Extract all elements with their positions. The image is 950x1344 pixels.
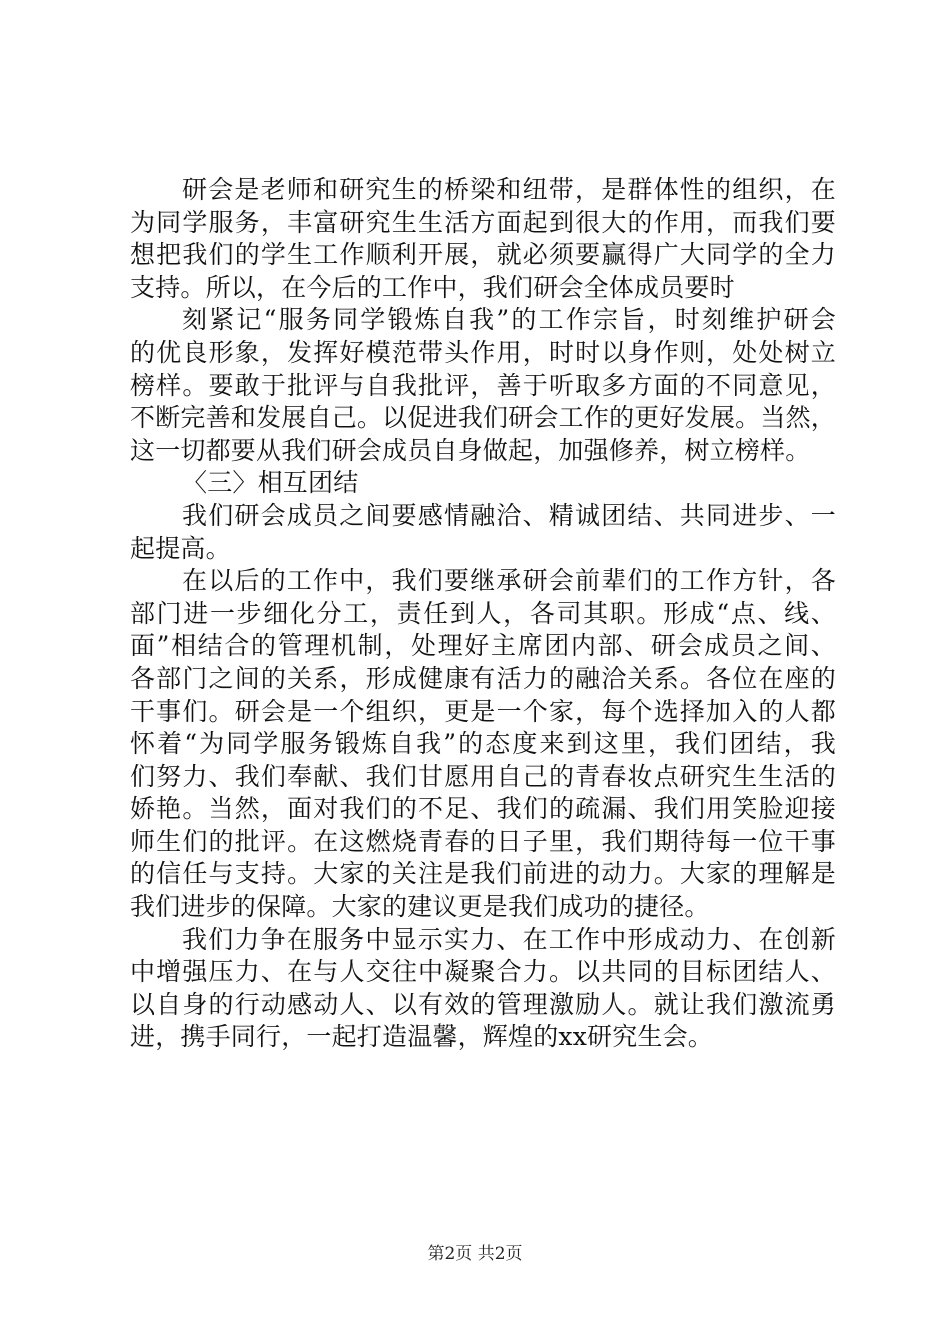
section-heading <box>130 467 836 500</box>
text-line: 面”相结合的管理机制，处理好主席团内部、研会成员之间、 <box>130 631 836 661</box>
text-line: 怀着“为同学服务锻炼自我”的态度来到这里，我们团结，我 <box>130 729 836 759</box>
text-line: 不断完善和发展自己。以促进我们研会工作的更好发展。当然， <box>130 403 836 433</box>
text-line: 师生们的批评。在这燃烧青春的日子里，我们期待每一位干事 <box>130 826 836 856</box>
text-line: 我们研会成员之间要感情融洽、精诚团结、共同进步、一 <box>182 500 836 530</box>
document-body <box>130 174 836 1054</box>
paragraph <box>130 500 836 565</box>
text-line: 我们进步的保障。大家的建议更是我们成功的捷径。 <box>130 892 710 922</box>
paragraph <box>130 174 836 304</box>
text-line: 在以后的工作中，我们要继承研会前辈们的工作方针，各 <box>182 566 836 596</box>
text-line: 研会是老师和研究生的桥梁和纽带，是群体性的组织，在 <box>182 175 836 204</box>
text-line: 刻紧记“服务同学锻炼自我”的工作宗旨，时刻维护研会 <box>182 305 836 335</box>
paragraph <box>130 304 836 467</box>
text-line: 支持。所以，在今后的工作中，我们研会全体成员要时 <box>130 272 735 302</box>
text-line: 想把我们的学生工作顺利开展，就必须要赢得广大同学的全力 <box>130 240 836 270</box>
text-line: 以自身的行动感动人、以有效的管理激励人。就让我们激流勇 <box>130 989 836 1019</box>
heading-text: 〈三〉相互团结 <box>182 468 359 498</box>
text-line: 各部门之间的关系，形成健康有活力的融洽关系。各位在座的 <box>130 663 836 693</box>
text-line: 干事们。研会是一个组织，更是一个家，每个选择加入的人都 <box>130 696 836 726</box>
text-line: 进，携手同行，一起打造温馨，辉煌的xx研究生会。 <box>130 1022 714 1052</box>
text-line: 我们力争在服务中显示实力、在工作中形成动力、在创新 <box>182 924 836 954</box>
text-line: 起提高。 <box>130 533 231 563</box>
text-line: 的信任与支持。大家的关注是我们前进的动力。大家的理解是 <box>130 859 836 889</box>
text-line: 为同学服务，丰富研究生生活方面起到很大的作用，而我们要 <box>130 207 836 237</box>
text-line: 部门进一步细化分工，责任到人，各司其职。形成“点、线、 <box>130 598 836 628</box>
text-line: 的优良形象，发挥好模范带头作用，时时以身作则，处处树立 <box>130 337 836 367</box>
text-line: 们努力、我们奉献、我们甘愿用自己的青春妆点研究生生活的 <box>130 761 836 791</box>
page-number-footer: 第2页 共2页 <box>427 1244 523 1264</box>
text-line: 中增强压力、在与人交往中凝聚合力。以共同的目标团结人、 <box>130 957 836 987</box>
text-line: 娇艳。当然，面对我们的不足、我们的疏漏、我们用笑脸迎接 <box>130 794 836 824</box>
text-line: 榜样。要敢于批评与自我批评，善于听取多方面的不同意见， <box>130 370 836 400</box>
paragraph <box>130 924 836 1054</box>
paragraph <box>130 565 836 924</box>
text-line: 这一切都要从我们研会成员自身做起，加强修养，树立榜样。 <box>130 435 811 465</box>
